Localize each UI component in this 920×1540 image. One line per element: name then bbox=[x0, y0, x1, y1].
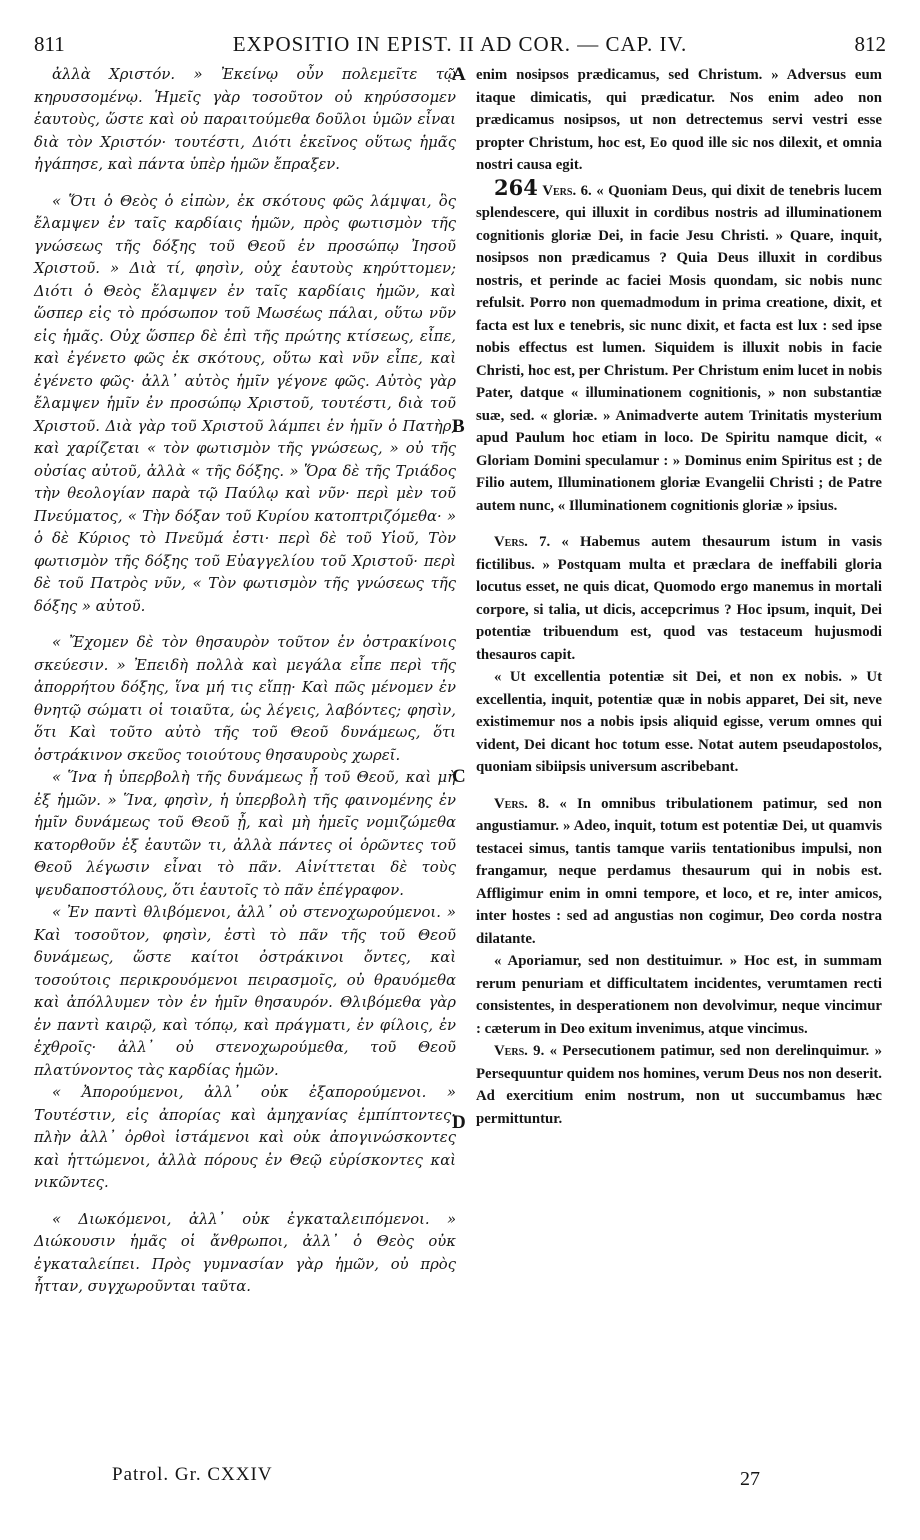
latin-column bbox=[476, 64, 882, 1130]
greek-paragraph: « Ἐν παντὶ θλιβόμενοι, ἀλλ᾽ οὐ στενοχωρούμενοι. » Καὶ τοσοῦτον, φησὶν, ἐστὶ τὸ πᾶν τῆς τοῦ Θεοῦ δυνάμεως, ὥστε καίτοι ὀστράκινοι ὄντες, καὶ τοσούτοις περικρουόμενοι πειρασμοῖς, οὐ θραυόμεθα καὶ ἀπόλλυμεν τὸν ἐν ἡμῖν θησαυρόν. Θλιβόμεθα γὰρ ἐν παντὶ καιρῷ, καὶ τόπῳ, καὶ πράγματι, ἐν φίλοις, ἐν ἐχθροῖς· ἀλλ᾽ οὐ στενοχωρούμεθα, τοῦ Θεοῦ πλατύνοντος τὰς καρδίας ἡμῶν. bbox=[34, 904, 456, 1079]
greek-paragraph: « Διωκόμενοι, ἀλλ᾽ οὐκ ἐγκαταλειπόμενοι. » Διώκουσιν ἡμᾶς οἱ ἄνθρωποι, ἀλλ᾽ ὁ Θεὸς οὐκ ἐγκαταλείπει. Πρὸς γυμνασίαν γὰρ ἡμῶν, οὐ πρὸς ἧτταν, συγχωροῦνται ταῦτα. bbox=[34, 1210, 456, 1295]
latin-text: « Aporiamur, sed non destituimur. » Hoc est, in summam rerum penuriam et difficultatem incidentes, verumtamen recti consistentes, in desperationem non devolvimur, neque vincimur : cæterum in Deo exitum invenimus, atque vincimus. bbox=[476, 953, 882, 1037]
verse-label: Vers. 7. bbox=[494, 534, 551, 550]
latin-text: « In omnibus tribulationem patimur, sed non angustiamur. » Adeo, inquit, totum est potentiæ Dei, ut quamvis testacei simus, tantis tamque variis tentationibus impulsi, non frangamur, neque perdamus thesaurum qui in nobis est. Affligimur enim in omni tempore, et loco, et re, inter amicos, inter hostes : sed ad angustias non cogimur, Deo corda nostra dilatante. bbox=[476, 795, 882, 947]
greek-paragraph: « Ἵνα ἡ ὑπερβολὴ τῆς δυνάμεως ᾖ τοῦ Θεοῦ, καὶ μὴ ἐξ ἡμῶν. » Ἵνα, φησὶν, ἡ ὑπερβολὴ τῆς φαινομένης ἐν ἡμῖν δυνάμεως τοῦ Θεοῦ ᾖ, καὶ μὴ ἡμεῖς νομιζώμεθα κατορθοῦν ἐξ ἑαυτῶν τι, ἀλλὰ πάντες οἱ ὁρῶντες τοῦ Θεοῦ λέγωσιν εἶναι τὸ πᾶν. Αἰνίττεται δὲ τοὺς ψευδαποστόλους, ὅτι ἑαυτοῖς τὸ πᾶν ἐπέγραφον. bbox=[34, 769, 456, 899]
greek-paragraph: « Ἔχομεν δὲ τὸν θησαυρὸν τοῦτον ἐν ὀστρακίνοις σκεύεσιν. » Ἐπειδὴ πολλὰ καὶ μεγάλα εἶπε περὶ τῆς ἀπορρήτου δόξης, ἵνα μή τις εἴπῃ· Καὶ πῶς μένομεν ἐν θνητῷ σώματι οἱ τοιαῦτα, ὡς λέγεις, λαβόντες; φησὶν, ὅτι Καὶ τοῦτο αὐτὸ τῆς τοῦ Θεοῦ δυνάμεως, ὅτι ὀστράκινον σκεῦος τοιούτους θησαυροὺς χωρεῖ. bbox=[34, 634, 456, 764]
latin-paragraph bbox=[476, 666, 882, 779]
verse-label: Vers. 9. bbox=[494, 1043, 545, 1059]
latin-paragraph bbox=[476, 950, 882, 1040]
latin-text: « Ut excellentia potentiæ sit Dei, et non ex nobis. » Ut excellentia, inquit, potentiæ quæ in nobis apparet, Dei sit, neve existimemur nos a nobis ipsis aliquid egisse, verum omnes qui vident, Dei dicant hoc totum esse. Notat autem pseudapostolos, quoniam sibiipsis universum ascribebant. bbox=[476, 669, 882, 775]
running-head bbox=[34, 32, 886, 58]
verse-label: Vers. 6. bbox=[542, 182, 592, 199]
page-number-right: 812 bbox=[854, 32, 886, 56]
page-number-left: 811 bbox=[34, 32, 65, 56]
column-number: 264 bbox=[494, 174, 538, 200]
latin-paragraph bbox=[476, 793, 882, 951]
latin-paragraph bbox=[476, 531, 882, 666]
margin-letter-c: C bbox=[452, 766, 466, 787]
latin-text: « Persecutionem patimur, sed non derelinquimur. » Persequuntur quidem nos homines, verum Deus nos non deserit. Ad exercitium enim nostrum, non ut succumbamus hæc permittuntur. bbox=[476, 1043, 882, 1127]
greek-paragraph: « Ὅτι ὁ Θεὸς ὁ εἰπὼν, ἐκ σκότους φῶς λάμψαι, ὃς ἔλαμψεν ἐν ταῖς καρδίαις ἡμῶν, πρὸς φωτισμὸν τῆς γνώσεως τῆς δόξης τοῦ Θεοῦ ἐν προσώπῳ Ἰησοῦ Χριστοῦ. » Διὰ τί, φησὶν, οὐχ ἑαυτοὺς κηρύττομεν; Διότι ὁ Θεὸς ἔλαμψεν ἐν ταῖς καρδίαις ἡμῶν, καὶ ὥσπερ εἰς τὸ πρόσωπον τοῦ Μωσέως πάλαι, οὕτω νῦν εἰς ἡμᾶς. Οὐχ ὥσπερ δὲ ἐπὶ τῆς πρώτης κτίσεως, εἶπε, καὶ ἐγένετο φῶς ἐκ σκότους, οὕτω καὶ νῦν εἶπε, καὶ ἐγένετο φῶς· ἀλλ᾽ αὐτὸς ἡμῖν γέγονε φῶς. Αὐτὸς γὰρ ἔλαμψεν ἡμῖν ἐν προσώπῳ Χριστοῦ, τουτέστι, διὰ τοῦ Χριστοῦ. Διὰ γὰρ τοῦ Χριστοῦ λάμπει ἐν ἡμῖν ὁ Πατὴρ, καὶ χαρίζεται « τὸν φωτισμὸν τῆς γνώσεως, » οὐ τῆς οὐσίας αὐτοῦ, ἀλλὰ « τῆς δόξης. » Ὅρα δὲ τῆς Τριάδος τὴν θεολογίαν παρὰ τῷ Παύλῳ καὶ νῦν· περὶ μὲν τοῦ Πνεύματος, « Τὴν δόξαν τοῦ Κυρίου κατοπτριζόμεθα· » ὁ δὲ Κύριος τὸ Πνεῦμά ἐστι· περὶ δὲ τοῦ Υἱοῦ, Τὸν φωτισμὸν τῆς δόξης τοῦ Εὐαγγελίου τοῦ Χριστοῦ· περὶ δὲ τοῦ Πατρὸς νῦν, « Τὸν φωτισμὸν τῆς γνώσεως τῆς δόξης » αὐτοῦ. bbox=[34, 192, 456, 615]
footer-signature: 27 bbox=[740, 1468, 760, 1490]
margin-letter-a: A bbox=[452, 64, 466, 85]
margin-letter-b: B bbox=[452, 416, 465, 437]
greek-paragraph: « Ἀπορούμενοι, ἀλλ᾽ οὐκ ἐξαπορούμενοι. » Τουτέστιν, εἰς ἀπορίας καὶ ἀμηχανίας ἐμπίπτοντες· πλὴν ἀλλ᾽ ὀρθοὶ ἱστάμενοι καὶ οὐκ ἀπογινώσκοντες καὶ ἡττώμενοι, ἀλλὰ πόρους ἐν Θεῷ εὑρίσκοντες καὶ νικῶντες. bbox=[34, 1084, 456, 1191]
latin-paragraph bbox=[476, 64, 882, 177]
latin-paragraph bbox=[476, 1040, 882, 1130]
margin-letter-d: D bbox=[452, 1112, 466, 1133]
latin-text: « Habemus autem thesaurum istum in vasis fictilibus. » Postquam multa et præclara de ineffabili gloria locutus esset, ne quis dicat, Quomodo ergo manemus in mortali corpore, si talia, ut dicis, accepcrimus ? Hoc ipsum, inquit, Dei potentiæ tribuendum est, quod vas testaceum hujusmodi thesauros capit. bbox=[476, 534, 882, 663]
page-title: EXPOSITIO IN EPIST. II AD COR. — CAP. IV. bbox=[232, 32, 688, 56]
latin-paragraph bbox=[476, 174, 883, 518]
greek-column bbox=[34, 64, 456, 1299]
latin-text: « Quoniam Deus, qui dixit de tenebris lucem splendescere, qui illuxit in cordibus nostris ad illuminationem cognitionis gloriæ Dei, in facie Jesu Christi. » Quare, inquit, nosipsos non prædicamus ? Quia Deus illuxit in cordibus nostris, et perinde ac faciei Mosis quondam, sic nobis nunc refulsit. Porro non quemadmodum in prima creatione, dixit, et facta est lux e tenebris, sic nunc dixit, et facta est lux : sed ipse nobis effectus est lumen. Siquidem is illuxit nobis in facie Christi, hoc est, per Christum. Per Christum enim lucet in nobis Pater, datque « illuminationem cognitionis, » non substantiæ suæ, sed. « gloriæ. » Animadverte autem Trinitatis mysterium apud Paulum hoc etiam in loco. De Spiritu namque dicit, « Gloriam Domini speculamur : » Dominus enim Spiritus est ; de Filio autem, Illuminationem gloriæ Evangelii Christi ; de Patre autem nunc, « Illuminationem cognitionis gloriæ » ipsius. bbox=[476, 182, 883, 514]
footer-series-title: Patrol. Gr. CXXIV bbox=[112, 1464, 273, 1485]
latin-text: enim nosipsos prædicamus, sed Christum. » Adversus eum itaque dimicatis, qui prædicatur. Nos enim adeo non prædicamus nosipsos, ut non detrectemus servi vestri esse propter Christum, hoc est, Eo quod ille sic nos dilexit, et omnia nostri causa egit. bbox=[476, 67, 882, 173]
verse-label: Vers. 8. bbox=[494, 795, 550, 812]
greek-paragraph: ἀλλὰ Χριστόν. » Ἐκείνῳ οὖν πολεμεῖτε τῷ κηρυσσομένῳ. Ἡμεῖς γὰρ τοσοῦτον οὐ κηρύσσομεν ἑαυτοὺς, ὥστε καὶ οὐ παραιτούμεθα δοῦλοι ὑμῶν εἶναι διὰ τὸν Χριστόν· τουτέστι, Διότι ἐκεῖνος οὕτως ἡμᾶς ἠγάπησε, καὶ πάντα ὑπὲρ ἡμῶν ἔπραξεν. bbox=[34, 66, 456, 173]
